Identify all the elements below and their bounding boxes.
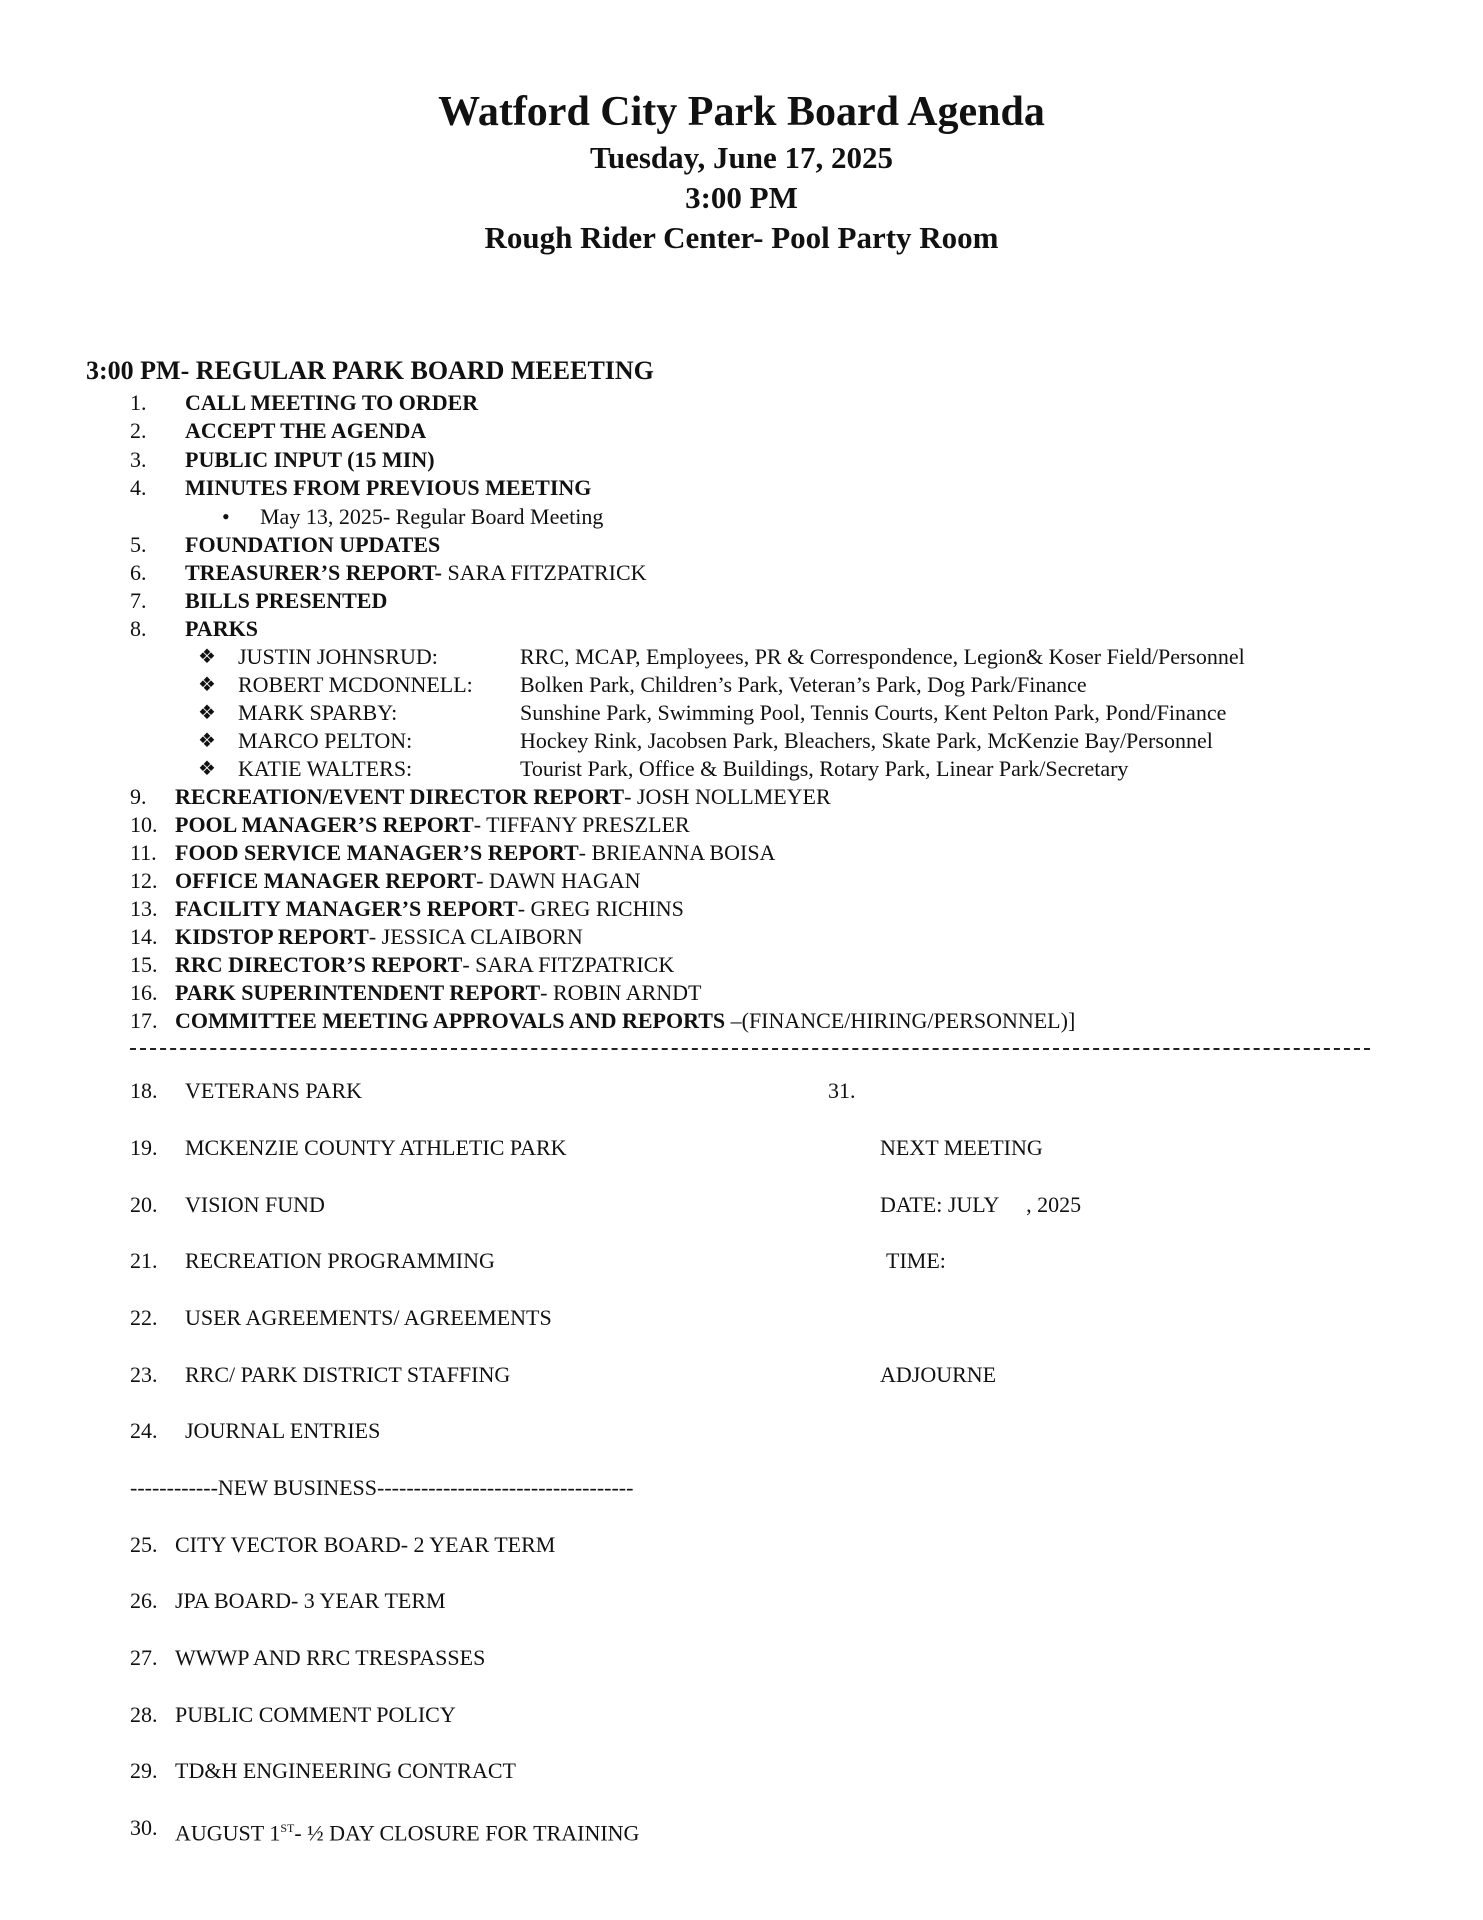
adjourn-label: ADJOURNE <box>880 1362 997 1387</box>
meeting-date: Tuesday, June 17, 2025 <box>590 140 893 175</box>
next-meeting-time: TIME: <box>886 1248 946 1273</box>
next-meeting-date: DATE: JULY , 2025 <box>880 1192 1082 1217</box>
meeting-time: 3:00 PM <box>685 180 798 215</box>
diamond-bullet-icon: ❖ <box>198 702 216 724</box>
dashed-divider <box>130 1048 1370 1050</box>
next-meeting-label: NEXT MEETING <box>880 1135 1043 1160</box>
agenda-title: Watford City Park Board Agenda <box>438 89 1045 135</box>
meeting-location: Rough Rider Center- Pool Party Room <box>484 220 999 255</box>
agenda-item-31: 31. <box>828 1078 856 1103</box>
agenda-page: Watford City Park Board Agenda Tuesday, June 17, 2025 3:00 PM Rough Rider Center- Pool Party Room 3:00 PM- REGULAR PARK BOARD MEEETING 1. CALL MEETING TO ORDER 2. ACCEPT THE AGENDA 3. PUBLIC INPUT (15 MIN) 4. MINUTES FROM PREVIOUS MEETING • May 13, 2025- Regular Board Meeting 5. FOUNDATION UPDATES 6. TREASURER’S REPORT- SARA FITZPATRICK 7. BILLS PRESENTED 8. PARKS ❖ JUSTIN JOHNSRUD: RRC, MCAP, Employees, PR & Correspondence, Legion& Koser Field/Personnel ❖ ROBERT MCDONNELL: Bolken Park, Children’s Park, Veteran’s Park, Dog Park/Finance ❖ MARK SPARBY: Sunshine Park, Swimming Pool, Tennis Courts, Kent Pelton Park, Pond/Finance ❖ MARCO PELTON: Hockey Rink, Jacobsen Park, Bleachers, Skate Park, McKenzie Bay/Personnel ❖ KATIE WALTERS: Tourist Park, Office & Buildings, Rotary Park, Linear Park/Secretary 9. RECREATION/EVENT DIRECTOR REPORT- JOSH NOLLMEYER 10. POOL MANAGER’S REPORT- TIFFANY PRESZLER 11. FOOD SERVICE MANAGER’S REPORT- BRIEANNA BOISA 12. OFFICE MANAGER REPORT- DAWN HAGAN 13. FACILITY MANAGER’S REPORT- GREG RICHINS 14. KIDSTOP REPORT- JESSICA CLAIBORN 15. RRC DIRECTOR’S REPORT- SARA FITZPATRICK 16. PARK SUPERINTENDENT REPORT- ROBIN ARNDT 17. COMMITTEE MEETING APPROVALS AND REPORTS –(FINANCE/HIRING/PERSONNEL)] 18. VETERANS PARK 19. MCKENZIE COUNTY ATHLETIC PARK 20. VISION FUND 21. RECREATION PROGRAMMING 22. USER AGREEMENTS/ AGREEMENTS 23. RRC/ PARK DISTRICT STAFFING 24. JOURNAL ENTRIES ------------NEW BUSINESS----------------------------------- 25. CITY VECTOR BOARD- 2 YEAR TERM 26. JPA BOARD- 3 YEAR TERM 27. WWWP AND RRC TRESPASSES 28. PUBLIC COMMENT POLICY 29. TD&H ENGINEERING CONTRACT 30. AUGUST 1ST- ½ DAY CLOSURE FOR TRAINING 31. NEXT MEETING DATE: JULY , 2025 TIME: ADJOURNE <box>0 0 1483 1920</box>
diamond-bullet-icon: ❖ <box>198 646 216 668</box>
new-business-divider: ------------NEW BUSINESS----------------------------------- <box>130 1475 634 1500</box>
diamond-bullet-icon: ❖ <box>198 674 216 696</box>
diamond-bullet-icon: ❖ <box>198 758 216 780</box>
diamond-bullet-icon: ❖ <box>198 730 216 752</box>
section-heading: 3:00 PM- REGULAR PARK BOARD MEEETING <box>86 356 654 385</box>
